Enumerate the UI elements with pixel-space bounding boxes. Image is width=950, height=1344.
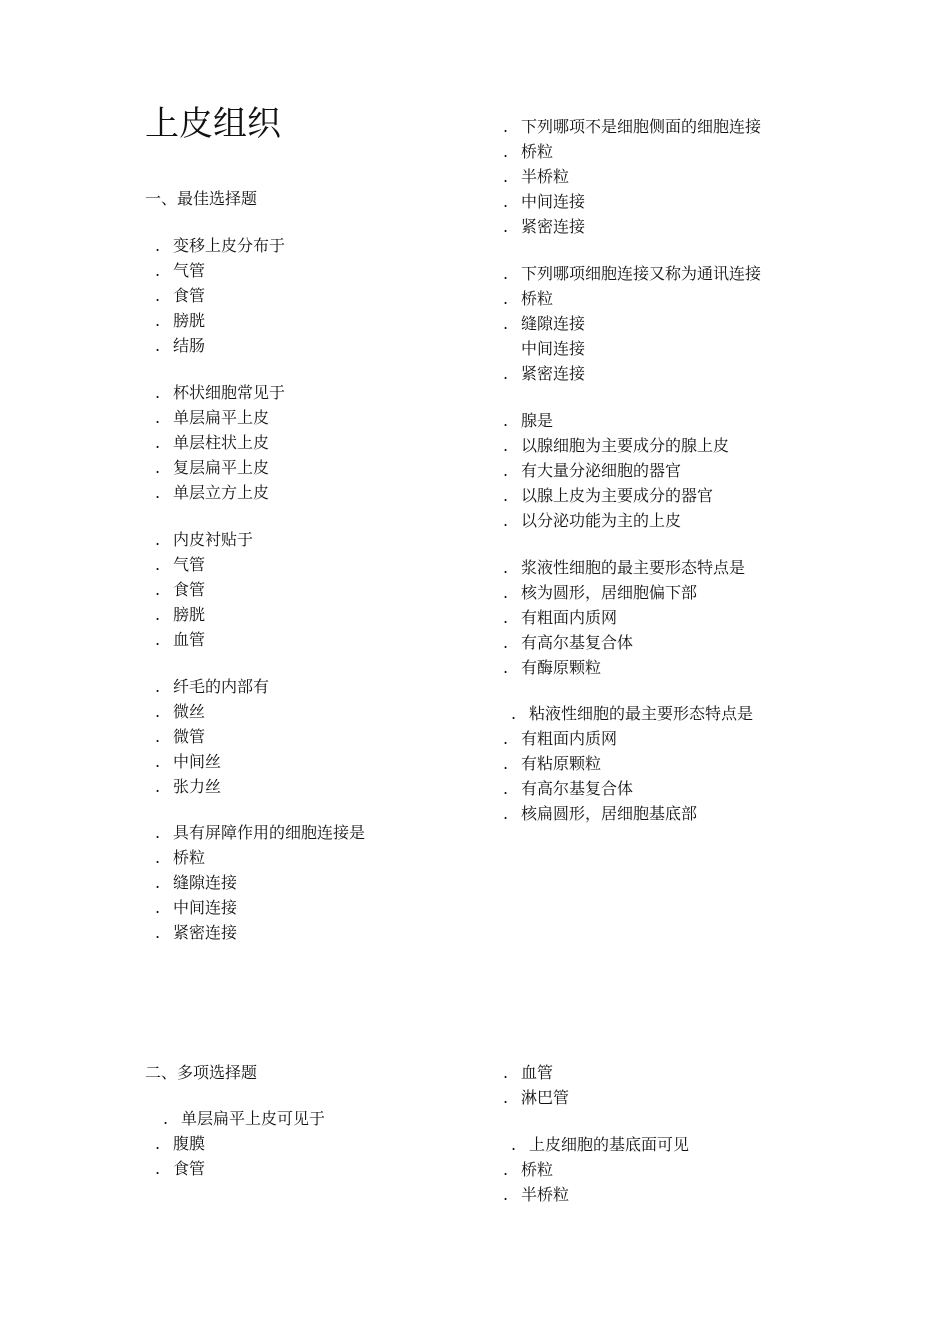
option: . 单层立方上皮 xyxy=(155,483,270,502)
option: . 气管 xyxy=(155,261,206,280)
question-stem: . 腺是 xyxy=(503,411,554,430)
option: . 微丝 xyxy=(155,702,206,721)
question-stem: . 单层扁平上皮可见于 xyxy=(163,1109,326,1128)
option: . 单层扁平上皮 xyxy=(155,408,270,427)
option: . 有高尔基复合体 xyxy=(503,779,634,798)
question-stem: . 下列哪项细胞连接又称为通讯连接 xyxy=(503,264,762,283)
question-stem: . 具有屏障作用的细胞连接是 xyxy=(155,823,366,842)
option: . 中间连接 xyxy=(503,192,586,211)
question-stem: . 纤毛的内部有 xyxy=(155,677,270,696)
option: . 紧密连接 xyxy=(155,923,238,942)
option: . 单层柱状上皮 xyxy=(155,433,270,452)
section-heading-multiple-choice: 二、多项选择题 xyxy=(145,1063,258,1082)
option: . 食管 xyxy=(155,1159,206,1178)
option: . 膀胱 xyxy=(155,311,206,330)
option: . 结肠 xyxy=(155,336,206,355)
option: . 微管 xyxy=(155,727,206,746)
option: . 血管 xyxy=(155,630,206,649)
option: . 有粘原颗粒 xyxy=(503,754,602,773)
option: . 紧密连接 xyxy=(503,217,586,236)
option: . 有粗面内质网 xyxy=(503,729,618,748)
option: . 紧密连接 xyxy=(503,364,586,383)
option: . 以腺上皮为主要成分的器官 xyxy=(503,486,714,505)
option: . 有粗面内质网 xyxy=(503,608,618,627)
option: . 食管 xyxy=(155,286,206,305)
option: . 桥粒 xyxy=(503,289,554,308)
option: . 中间丝 xyxy=(155,752,222,771)
option: . 复层扁平上皮 xyxy=(155,458,270,477)
question-stem: . 变移上皮分布于 xyxy=(155,236,286,255)
option: . 张力丝 xyxy=(155,777,222,796)
question-stem: . 杯状细胞常见于 xyxy=(155,383,286,402)
option: . 缝隙连接 xyxy=(155,873,238,892)
option: . 半桥粒 xyxy=(503,1185,570,1204)
option: . 缝隙连接 xyxy=(503,314,586,333)
option: . 食管 xyxy=(155,580,206,599)
option: . 以分泌功能为主的上皮 xyxy=(503,511,682,530)
question-stem: . 粘液性细胞的最主要形态特点是 xyxy=(511,704,754,723)
question-stem: . 下列哪项不是细胞侧面的细胞连接 xyxy=(503,117,762,136)
option: 中间连接 xyxy=(521,339,586,358)
section-heading-single-choice: 一、最佳选择题 xyxy=(145,189,258,208)
option: . 桥粒 xyxy=(155,848,206,867)
option: . 有酶原颗粒 xyxy=(503,658,602,677)
question-stem: . 上皮细胞的基底面可见 xyxy=(511,1135,690,1154)
option: . 半桥粒 xyxy=(503,167,570,186)
option: . 以腺细胞为主要成分的腺上皮 xyxy=(503,436,730,455)
question-stem: . 浆液性细胞的最主要形态特点是 xyxy=(503,558,746,577)
option: . 淋巴管 xyxy=(503,1088,570,1107)
option: . 血管 xyxy=(503,1063,554,1082)
option: . 桥粒 xyxy=(503,142,554,161)
option: . 腹膜 xyxy=(155,1134,206,1153)
option: . 膀胱 xyxy=(155,605,206,624)
option: . 中间连接 xyxy=(155,898,238,917)
question-stem: . 内皮衬贴于 xyxy=(155,530,254,549)
page-title: 上皮组织 xyxy=(145,104,281,144)
option: . 桥粒 xyxy=(503,1160,554,1179)
option: . 有大量分泌细胞的器官 xyxy=(503,461,682,480)
option: . 有高尔基复合体 xyxy=(503,633,634,652)
option: . 核扁圆形，居细胞基底部 xyxy=(503,804,698,823)
option: . 核为圆形，居细胞偏下部 xyxy=(503,583,698,602)
option: . 气管 xyxy=(155,555,206,574)
